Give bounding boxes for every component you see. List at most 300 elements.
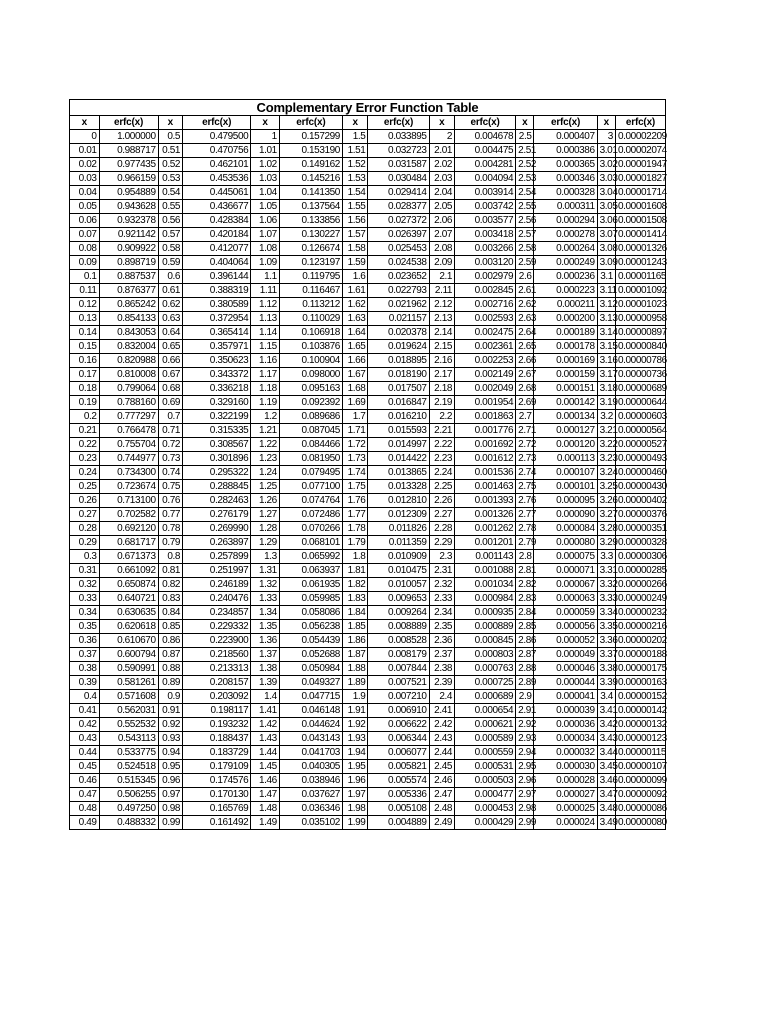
erfc-value-cell: 0.308567 (183, 438, 251, 452)
erfc-value-cell: 0.000453 (455, 802, 516, 816)
x-value-cell: 0.55 (158, 200, 182, 214)
x-value-cell: 3.42 (597, 718, 615, 732)
erfc-value-cell: 0.702582 (99, 508, 158, 522)
x-value-cell: 0.68 (158, 382, 182, 396)
x-value-cell: 1.72 (342, 438, 367, 452)
erfc-value-cell: 0.002979 (455, 270, 516, 284)
x-value-cell: 2.45 (429, 760, 454, 774)
x-value-cell: 2.91 (516, 704, 534, 718)
header-x: x (70, 116, 100, 130)
erfc-value-cell: 0.000200 (534, 312, 597, 326)
erfc-value-cell: 0.350623 (183, 354, 251, 368)
x-value-cell: 0.62 (158, 298, 182, 312)
x-value-cell: 0.82 (158, 578, 182, 592)
erfc-value-cell: 0.412077 (183, 242, 251, 256)
erfc-value-cell: 0.854133 (99, 312, 158, 326)
erfc-value-cell: 0.000101 (534, 480, 597, 494)
table-row (70, 466, 666, 480)
x-value-cell: 1.85 (342, 620, 367, 634)
x-value-cell: 0.59 (158, 256, 182, 270)
x-value-cell: 0.76 (158, 494, 182, 508)
erfc-value-cell: 0.343372 (183, 368, 251, 382)
erfc-value-cell: 0.000034 (534, 732, 597, 746)
x-value-cell: 0.08 (70, 242, 100, 256)
erfc-value-cell: 0.149162 (279, 158, 342, 172)
erfc-value-cell: 0.00000328 (615, 536, 665, 550)
x-value-cell: 3.14 (597, 326, 615, 340)
erfc-value-cell: 0.515345 (99, 774, 158, 788)
x-value-cell: 1.58 (342, 242, 367, 256)
erfc-value-cell: 0.087045 (279, 424, 342, 438)
erfc-value-cell: 0.005821 (368, 760, 429, 774)
erfc-value-cell: 0.165769 (183, 802, 251, 816)
erfc-value-cell: 0.00000402 (615, 494, 665, 508)
x-value-cell: 2.6 (516, 270, 534, 284)
erfc-value-cell: 0.068101 (279, 536, 342, 550)
x-value-cell: 1.31 (251, 564, 280, 578)
erfc-value-cell: 0.00001326 (615, 242, 665, 256)
x-value-cell: 2.82 (516, 578, 534, 592)
erfc-value-cell: 0.110029 (279, 312, 342, 326)
table-row (70, 662, 666, 676)
x-value-cell: 1.59 (342, 256, 367, 270)
x-value-cell: 3.43 (597, 732, 615, 746)
x-value-cell: 0.15 (70, 340, 100, 354)
x-value-cell: 2.71 (516, 424, 534, 438)
erfc-value-cell: 0.00000216 (615, 620, 665, 634)
x-value-cell: 3.16 (597, 354, 615, 368)
table-row (70, 816, 666, 830)
erfc-value-cell: 0.000127 (534, 424, 597, 438)
x-value-cell: 1.92 (342, 718, 367, 732)
erfc-value-cell: 0.620618 (99, 620, 158, 634)
erfc-value-cell: 0.084466 (279, 438, 342, 452)
x-value-cell: 2.37 (429, 648, 454, 662)
x-value-cell: 1.57 (342, 228, 367, 242)
x-value-cell: 1.45 (251, 760, 280, 774)
x-value-cell: 2.86 (516, 634, 534, 648)
x-value-cell: 0.84 (158, 606, 182, 620)
erfc-value-cell: 0.001536 (455, 466, 516, 480)
erfc-value-cell: 0.024538 (368, 256, 429, 270)
erfc-value-cell: 0.000621 (455, 718, 516, 732)
header-x: x (429, 116, 454, 130)
x-value-cell: 1.82 (342, 578, 367, 592)
x-value-cell: 3.36 (597, 634, 615, 648)
x-value-cell: 0.41 (70, 704, 100, 718)
x-value-cell: 0.86 (158, 634, 182, 648)
erfc-value-cell: 0.744977 (99, 452, 158, 466)
erfc-value-cell: 0.010909 (368, 550, 429, 564)
x-value-cell: 1.44 (251, 746, 280, 760)
erfc-value-cell: 0.00000493 (615, 452, 665, 466)
erfc-value-cell: 0.100904 (279, 354, 342, 368)
erfc-value-cell: 0.00001508 (615, 214, 665, 228)
x-value-cell: 3.21 (597, 424, 615, 438)
erfc-value-cell: 0.810008 (99, 368, 158, 382)
x-value-cell: 0.69 (158, 396, 182, 410)
table-row (70, 312, 666, 326)
erfc-value-cell: 0.590991 (99, 662, 158, 676)
x-value-cell: 3.25 (597, 480, 615, 494)
x-value-cell: 0.7 (158, 410, 182, 424)
x-value-cell: 1.33 (251, 592, 280, 606)
erfc-value-cell: 0.133856 (279, 214, 342, 228)
erfc-value-cell: 0.00000123 (615, 732, 665, 746)
x-value-cell: 1.76 (342, 494, 367, 508)
table-row (70, 760, 666, 774)
table-row (70, 676, 666, 690)
x-value-cell: 1.97 (342, 788, 367, 802)
x-value-cell: 1.93 (342, 732, 367, 746)
erfc-value-cell: 0.00000460 (615, 466, 665, 480)
x-value-cell: 0.3 (70, 550, 100, 564)
x-value-cell: 0 (70, 130, 100, 144)
erfc-value-cell: 0.315335 (183, 424, 251, 438)
x-value-cell: 0.35 (70, 620, 100, 634)
erfc-value-cell: 0.479500 (183, 130, 251, 144)
erfc-value-cell: 0.000223 (534, 284, 597, 298)
erfc-value-cell: 0.734300 (99, 466, 158, 480)
erfc-value-cell: 0.013865 (368, 466, 429, 480)
x-value-cell: 1.17 (251, 368, 280, 382)
erfc-value-cell: 0.000531 (455, 760, 516, 774)
erfc-value-cell: 0.014422 (368, 452, 429, 466)
x-value-cell: 1.18 (251, 382, 280, 396)
header-x: x (597, 116, 615, 130)
erfc-value-cell: 0.671373 (99, 550, 158, 564)
table-row (70, 578, 666, 592)
erfc-value-cell: 0.032723 (368, 144, 429, 158)
erfc-value-cell: 0.170130 (183, 788, 251, 802)
x-value-cell: 1.03 (251, 172, 280, 186)
x-value-cell: 2.33 (429, 592, 454, 606)
x-value-cell: 2.43 (429, 732, 454, 746)
x-value-cell: 0.95 (158, 760, 182, 774)
erfc-value-cell: 0.000090 (534, 508, 597, 522)
erfc-value-cell: 0.029414 (368, 186, 429, 200)
x-value-cell: 2.96 (516, 774, 534, 788)
erfc-value-cell: 0.276179 (183, 508, 251, 522)
erfc-value-cell: 0.977435 (99, 158, 158, 172)
x-value-cell: 1.42 (251, 718, 280, 732)
x-value-cell: 1.75 (342, 480, 367, 494)
x-value-cell: 1.88 (342, 662, 367, 676)
x-value-cell: 2.85 (516, 620, 534, 634)
erfc-value-cell: 0.00000527 (615, 438, 665, 452)
table-row (70, 746, 666, 760)
erfc-value-cell: 0.119795 (279, 270, 342, 284)
x-value-cell: 1.7 (342, 410, 367, 424)
header-erfc: erfc(x) (615, 116, 665, 130)
erfc-value-cell: 0.079495 (279, 466, 342, 480)
x-value-cell: 2.94 (516, 746, 534, 760)
erfc-value-cell: 0.130227 (279, 228, 342, 242)
erfc-value-cell: 0.00000152 (615, 690, 665, 704)
x-value-cell: 1.26 (251, 494, 280, 508)
x-value-cell: 2.44 (429, 746, 454, 760)
erfc-value-cell: 0.003266 (455, 242, 516, 256)
table-row (70, 354, 666, 368)
erfc-value-cell: 0.000236 (534, 270, 597, 284)
erfc-value-cell: 0.000142 (534, 396, 597, 410)
x-value-cell: 0.63 (158, 312, 182, 326)
x-value-cell: 2.3 (429, 550, 454, 564)
x-value-cell: 1.11 (251, 284, 280, 298)
x-value-cell: 3.26 (597, 494, 615, 508)
x-value-cell: 3.45 (597, 760, 615, 774)
header-erfc: erfc(x) (279, 116, 342, 130)
x-value-cell: 2.83 (516, 592, 534, 606)
x-value-cell: 3 (597, 130, 615, 144)
x-value-cell: 1.15 (251, 340, 280, 354)
x-value-cell: 2.51 (516, 144, 534, 158)
x-value-cell: 0.81 (158, 564, 182, 578)
x-value-cell: 1.94 (342, 746, 367, 760)
x-value-cell: 2.77 (516, 508, 534, 522)
x-value-cell: 3.09 (597, 256, 615, 270)
erfc-value-cell: 0.000056 (534, 620, 597, 634)
x-value-cell: 1.56 (342, 214, 367, 228)
table-row (70, 536, 666, 550)
header-erfc: erfc(x) (183, 116, 251, 130)
x-value-cell: 2.17 (429, 368, 454, 382)
x-value-cell: 3.39 (597, 676, 615, 690)
x-value-cell: 1.25 (251, 480, 280, 494)
erfc-value-cell: 0.019624 (368, 340, 429, 354)
x-value-cell: 1.61 (342, 284, 367, 298)
x-value-cell: 0.91 (158, 704, 182, 718)
x-value-cell: 2.04 (429, 186, 454, 200)
x-value-cell: 1.83 (342, 592, 367, 606)
x-value-cell: 2.75 (516, 480, 534, 494)
x-value-cell: 0.23 (70, 452, 100, 466)
erfc-value-cell: 0.329160 (183, 396, 251, 410)
erfc-value-cell: 0.002845 (455, 284, 516, 298)
erfc-value-cell: 0.008179 (368, 648, 429, 662)
x-value-cell: 2.54 (516, 186, 534, 200)
x-value-cell: 1.37 (251, 648, 280, 662)
x-value-cell: 2.95 (516, 760, 534, 774)
x-value-cell: 1.78 (342, 522, 367, 536)
erfc-value-cell: 0.007844 (368, 662, 429, 676)
x-value-cell: 1.81 (342, 564, 367, 578)
erfc-value-cell: 0.876377 (99, 284, 158, 298)
x-value-cell: 0.28 (70, 522, 100, 536)
x-value-cell: 0.42 (70, 718, 100, 732)
x-value-cell: 2.63 (516, 312, 534, 326)
erfc-value-cell: 0.000036 (534, 718, 597, 732)
erfc-value-cell: 0.028377 (368, 200, 429, 214)
erfc-value-cell: 0.000407 (534, 130, 597, 144)
x-value-cell: 1.09 (251, 256, 280, 270)
x-value-cell: 2.41 (429, 704, 454, 718)
erfc-value-cell: 0.388319 (183, 284, 251, 298)
erfc-value-cell: 0.106918 (279, 326, 342, 340)
erfc-value-cell: 0.263897 (183, 536, 251, 550)
x-value-cell: 1.23 (251, 452, 280, 466)
x-value-cell: 2.48 (429, 802, 454, 816)
erfc-value-cell: 0.251997 (183, 564, 251, 578)
x-value-cell: 2.25 (429, 480, 454, 494)
x-value-cell: 2.13 (429, 312, 454, 326)
x-value-cell: 1.1 (251, 270, 280, 284)
x-value-cell: 0.51 (158, 144, 182, 158)
erfc-value-cell: 0.00000840 (615, 340, 665, 354)
erfc-value-cell: 0.562031 (99, 704, 158, 718)
x-value-cell: 1.02 (251, 158, 280, 172)
x-value-cell: 0.24 (70, 466, 100, 480)
x-value-cell: 1.52 (342, 158, 367, 172)
erfc-value-cell: 0.322199 (183, 410, 251, 424)
x-value-cell: 3.4 (597, 690, 615, 704)
erfc-value-cell: 0.00000132 (615, 718, 665, 732)
x-value-cell: 2.87 (516, 648, 534, 662)
erfc-value-cell: 0.198117 (183, 704, 251, 718)
x-value-cell: 0.97 (158, 788, 182, 802)
x-value-cell: 2.72 (516, 438, 534, 452)
x-value-cell: 1.36 (251, 634, 280, 648)
x-value-cell: 1.27 (251, 508, 280, 522)
x-value-cell: 0.17 (70, 368, 100, 382)
erfc-value-cell: 0.006077 (368, 746, 429, 760)
erfc-value-cell: 0.00000376 (615, 508, 665, 522)
table-row (70, 340, 666, 354)
erfc-value-cell: 0.506255 (99, 788, 158, 802)
erfc-value-cell: 0.00000351 (615, 522, 665, 536)
table-row (70, 396, 666, 410)
x-value-cell: 2.22 (429, 438, 454, 452)
erfc-value-cell: 0.001326 (455, 508, 516, 522)
x-value-cell: 3.22 (597, 438, 615, 452)
x-value-cell: 2.31 (429, 564, 454, 578)
erfc-value-cell: 0.00000232 (615, 606, 665, 620)
erfc-value-cell: 0.00000786 (615, 354, 665, 368)
erfc-value-cell: 0.017507 (368, 382, 429, 396)
x-value-cell: 0.64 (158, 326, 182, 340)
x-value-cell: 2.46 (429, 774, 454, 788)
erfc-value-cell: 0.007521 (368, 676, 429, 690)
erfc-value-cell: 0.00001947 (615, 158, 665, 172)
erfc-value-cell: 0.00002074 (615, 144, 665, 158)
erfc-value-cell: 0.00000107 (615, 760, 665, 774)
x-value-cell: 2.58 (516, 242, 534, 256)
erfc-value-cell: 0.002149 (455, 368, 516, 382)
x-value-cell: 1.38 (251, 662, 280, 676)
erfc-value-cell: 0.001776 (455, 424, 516, 438)
erfc-value-cell: 0.000095 (534, 494, 597, 508)
erfc-value-cell: 0.428384 (183, 214, 251, 228)
x-value-cell: 0.52 (158, 158, 182, 172)
table-row (70, 564, 666, 578)
x-value-cell: 0.01 (70, 144, 100, 158)
erfc-value-cell: 0.188437 (183, 732, 251, 746)
erfc-value-cell: 0.000075 (534, 550, 597, 564)
erfc-value-cell: 0.005108 (368, 802, 429, 816)
x-value-cell: 1.68 (342, 382, 367, 396)
erfc-value-cell: 0.001201 (455, 536, 516, 550)
x-value-cell: 0.53 (158, 172, 182, 186)
x-value-cell: 1.53 (342, 172, 367, 186)
x-value-cell: 0.73 (158, 452, 182, 466)
x-value-cell: 3.03 (597, 172, 615, 186)
x-value-cell: 0.45 (70, 760, 100, 774)
x-value-cell: 2.52 (516, 158, 534, 172)
x-value-cell: 0.96 (158, 774, 182, 788)
x-value-cell: 0.11 (70, 284, 100, 298)
x-value-cell: 0.06 (70, 214, 100, 228)
x-value-cell: 2.34 (429, 606, 454, 620)
erfc-value-cell: 0.00001165 (615, 270, 665, 284)
x-value-cell: 2.73 (516, 452, 534, 466)
erfc-value-cell: 0.650874 (99, 578, 158, 592)
erfc-value-cell: 0.954889 (99, 186, 158, 200)
erfc-value-cell: 0.000763 (455, 662, 516, 676)
erfc-value-cell: 0.000689 (455, 690, 516, 704)
erfc-value-cell: 0.126674 (279, 242, 342, 256)
erfc-value-cell: 0.183729 (183, 746, 251, 760)
erfc-value-cell: 0.723674 (99, 480, 158, 494)
x-value-cell: 1.64 (342, 326, 367, 340)
table-title: Complementary Error Function Table (256, 100, 479, 115)
erfc-value-cell: 0.000189 (534, 326, 597, 340)
erfc-value-cell: 0.000429 (455, 816, 516, 830)
x-value-cell: 2.01 (429, 144, 454, 158)
erfc-value-cell: 0.002593 (455, 312, 516, 326)
x-value-cell: 1.46 (251, 774, 280, 788)
erfc-value-cell: 0.103876 (279, 340, 342, 354)
x-value-cell: 3.27 (597, 508, 615, 522)
erfc-value-cell: 0.00000603 (615, 410, 665, 424)
x-value-cell: 1.05 (251, 200, 280, 214)
x-value-cell: 2.7 (516, 410, 534, 424)
erfc-value-cell: 0.040305 (279, 760, 342, 774)
erfc-value-cell: 0.003914 (455, 186, 516, 200)
erfc-value-cell: 0.031587 (368, 158, 429, 172)
x-value-cell: 2.53 (516, 172, 534, 186)
erfc-value-cell: 0.077100 (279, 480, 342, 494)
erfc-value-cell: 0.799064 (99, 382, 158, 396)
x-value-cell: 1.14 (251, 326, 280, 340)
x-value-cell: 1.9 (342, 690, 367, 704)
erfc-value-cell: 0.571608 (99, 690, 158, 704)
x-value-cell: 2.15 (429, 340, 454, 354)
erfc-value-cell: 0.00002209 (615, 130, 665, 144)
x-value-cell: 2.84 (516, 606, 534, 620)
erfc-value-cell: 0.909922 (99, 242, 158, 256)
erfc-value-cell: 0.600794 (99, 648, 158, 662)
x-value-cell: 0.72 (158, 438, 182, 452)
erfc-value-cell: 0.000328 (534, 186, 597, 200)
erfc-value-cell: 0.174576 (183, 774, 251, 788)
header-x: x (251, 116, 280, 130)
erfc-value-cell: 0.001034 (455, 578, 516, 592)
x-value-cell: 0.18 (70, 382, 100, 396)
erfc-value-cell: 0.000063 (534, 592, 597, 606)
x-value-cell: 2.1 (429, 270, 454, 284)
table-row (70, 480, 666, 494)
x-value-cell: 0.47 (70, 788, 100, 802)
erfc-value-cell: 0.001954 (455, 396, 516, 410)
erfc-value-cell: 0.000654 (455, 704, 516, 718)
erfc-value-cell: 0.000264 (534, 242, 597, 256)
erfc-value-cell: 0.234857 (183, 606, 251, 620)
erfc-value-cell: 0.000041 (534, 690, 597, 704)
x-value-cell: 1.21 (251, 424, 280, 438)
erfc-value-cell: 0.988717 (99, 144, 158, 158)
x-value-cell: 2.38 (429, 662, 454, 676)
erfc-value-cell: 0.000134 (534, 410, 597, 424)
